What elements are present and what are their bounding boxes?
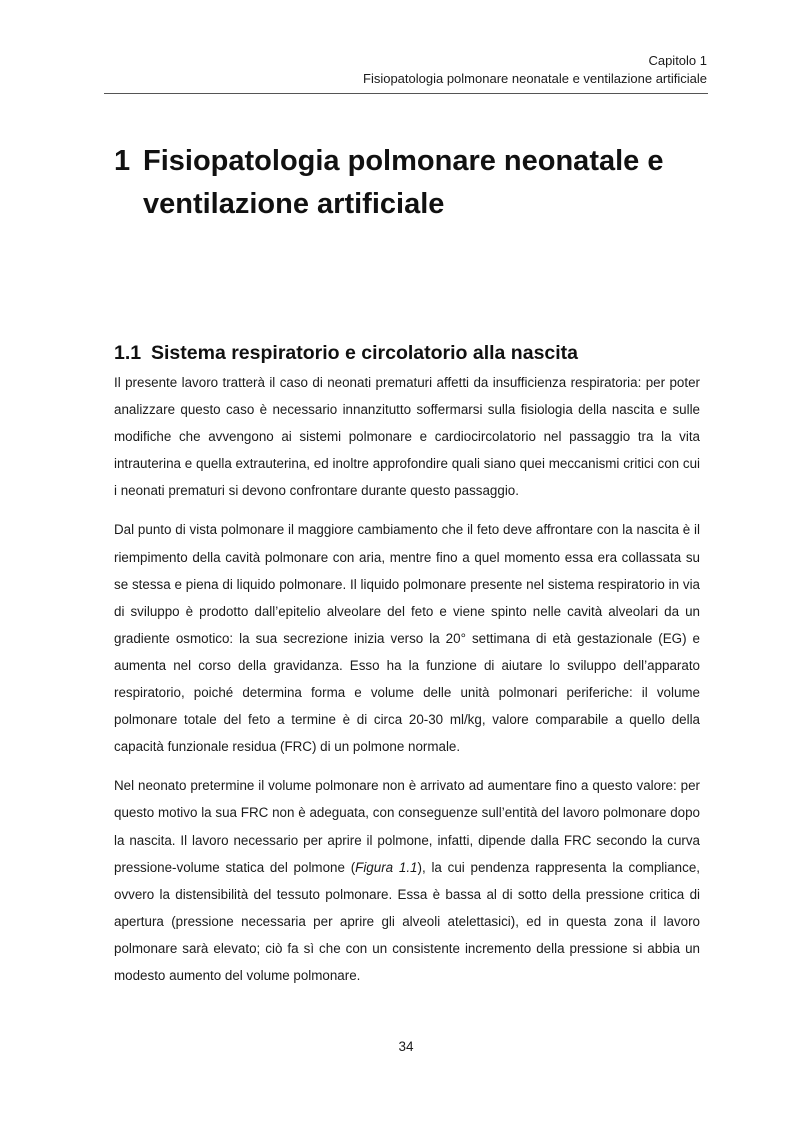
- paragraph-text: Nel neonato pretermine il volume polmonare non è arrivato ad aumentare fino a questo valore: per questo motivo la sua FRC non è adeguata, con conseguenze sull’entità del lavoro polmonare dopo la nascita. Il lavoro necessario per aprire il polmone, infatti, dipende dalla FRC secondo la curva pressione-volume statica del polmone (: [114, 778, 700, 875]
- paragraph: [114, 772, 700, 989]
- header-subtitle: Fisiopatologia polmonare neonatale e ventilazione artificiale: [363, 71, 707, 86]
- chapter-number: 1: [114, 145, 131, 177]
- chapter-title: Fisiopatologia polmonare neonatale e ventilazione artificiale: [143, 145, 664, 220]
- section-heading: [114, 340, 704, 366]
- section-title: Sistema respiratorio e circolatorio alla nascita: [151, 342, 579, 364]
- chapter-heading: [114, 140, 704, 226]
- body-text: [114, 369, 700, 989]
- header-chapter: Capitolo 1: [648, 53, 707, 68]
- section-number: 1.1: [114, 342, 142, 364]
- figure-reference: Figura 1.1: [355, 859, 418, 875]
- paragraph: Il presente lavoro tratterà il caso di neonati prematuri affetti da insufficienza respiratoria: per poter analizzare questo caso è necessario innanzitutto soffermarsi sulla fisiologia della nascita e sulle modifiche che avvengono ai sistemi polmonare e cardiocircolatorio nel passaggio tra la vita intrauterina e quella extrauterina, ed inoltre approfondire quali siano quei meccanismi critici con cui i neonati prematuri si devono confrontare durante questo passaggio.: [114, 375, 700, 499]
- running-header: [104, 52, 707, 88]
- paragraph-text: ), la cui pendenza rappresenta la compliance, ovvero la distensibilità del tessuto polmonare. Essa è bassa al di sotto della pressione critica di apertura (pressione necessaria per aprire gli alveoli atelettasici), ed in questa zona il lavoro polmonare sarà elevato; ciò fa sì che con un consistente incremento della pressione si abbia un modesto aumento del volume polmonare.: [114, 859, 700, 983]
- page-number: 34: [398, 1039, 414, 1054]
- header-rule: [104, 93, 708, 94]
- paragraph: Dal punto di vista polmonare il maggiore cambiamento che il feto deve affrontare con la nascita è il riempimento della cavità polmonare con aria, mentre fino a quel momento essa era collassata su se stessa e piena di liquido polmonare. Il liquido polmonare presente nel sistema respiratorio in via di sviluppo è prodotto dall’epitelio alveolare del feto e viene spinto nelle cavità alveolari da un gradiente osmotico: la sua secrezione inizia verso la 20° settimana di età gestazionale (EG) e aumenta nel corso della gravidanza. Esso ha la funzione di aiutare lo sviluppo dell’apparato respiratorio, poiché determina forma e volume delle unità polmonari periferiche: il volume polmonare totale del feto a termine è di circa 20-30 ml/kg, valore comparabile a quello della capacità funzionale residua (FRC) di un polmone normale.: [114, 522, 700, 755]
